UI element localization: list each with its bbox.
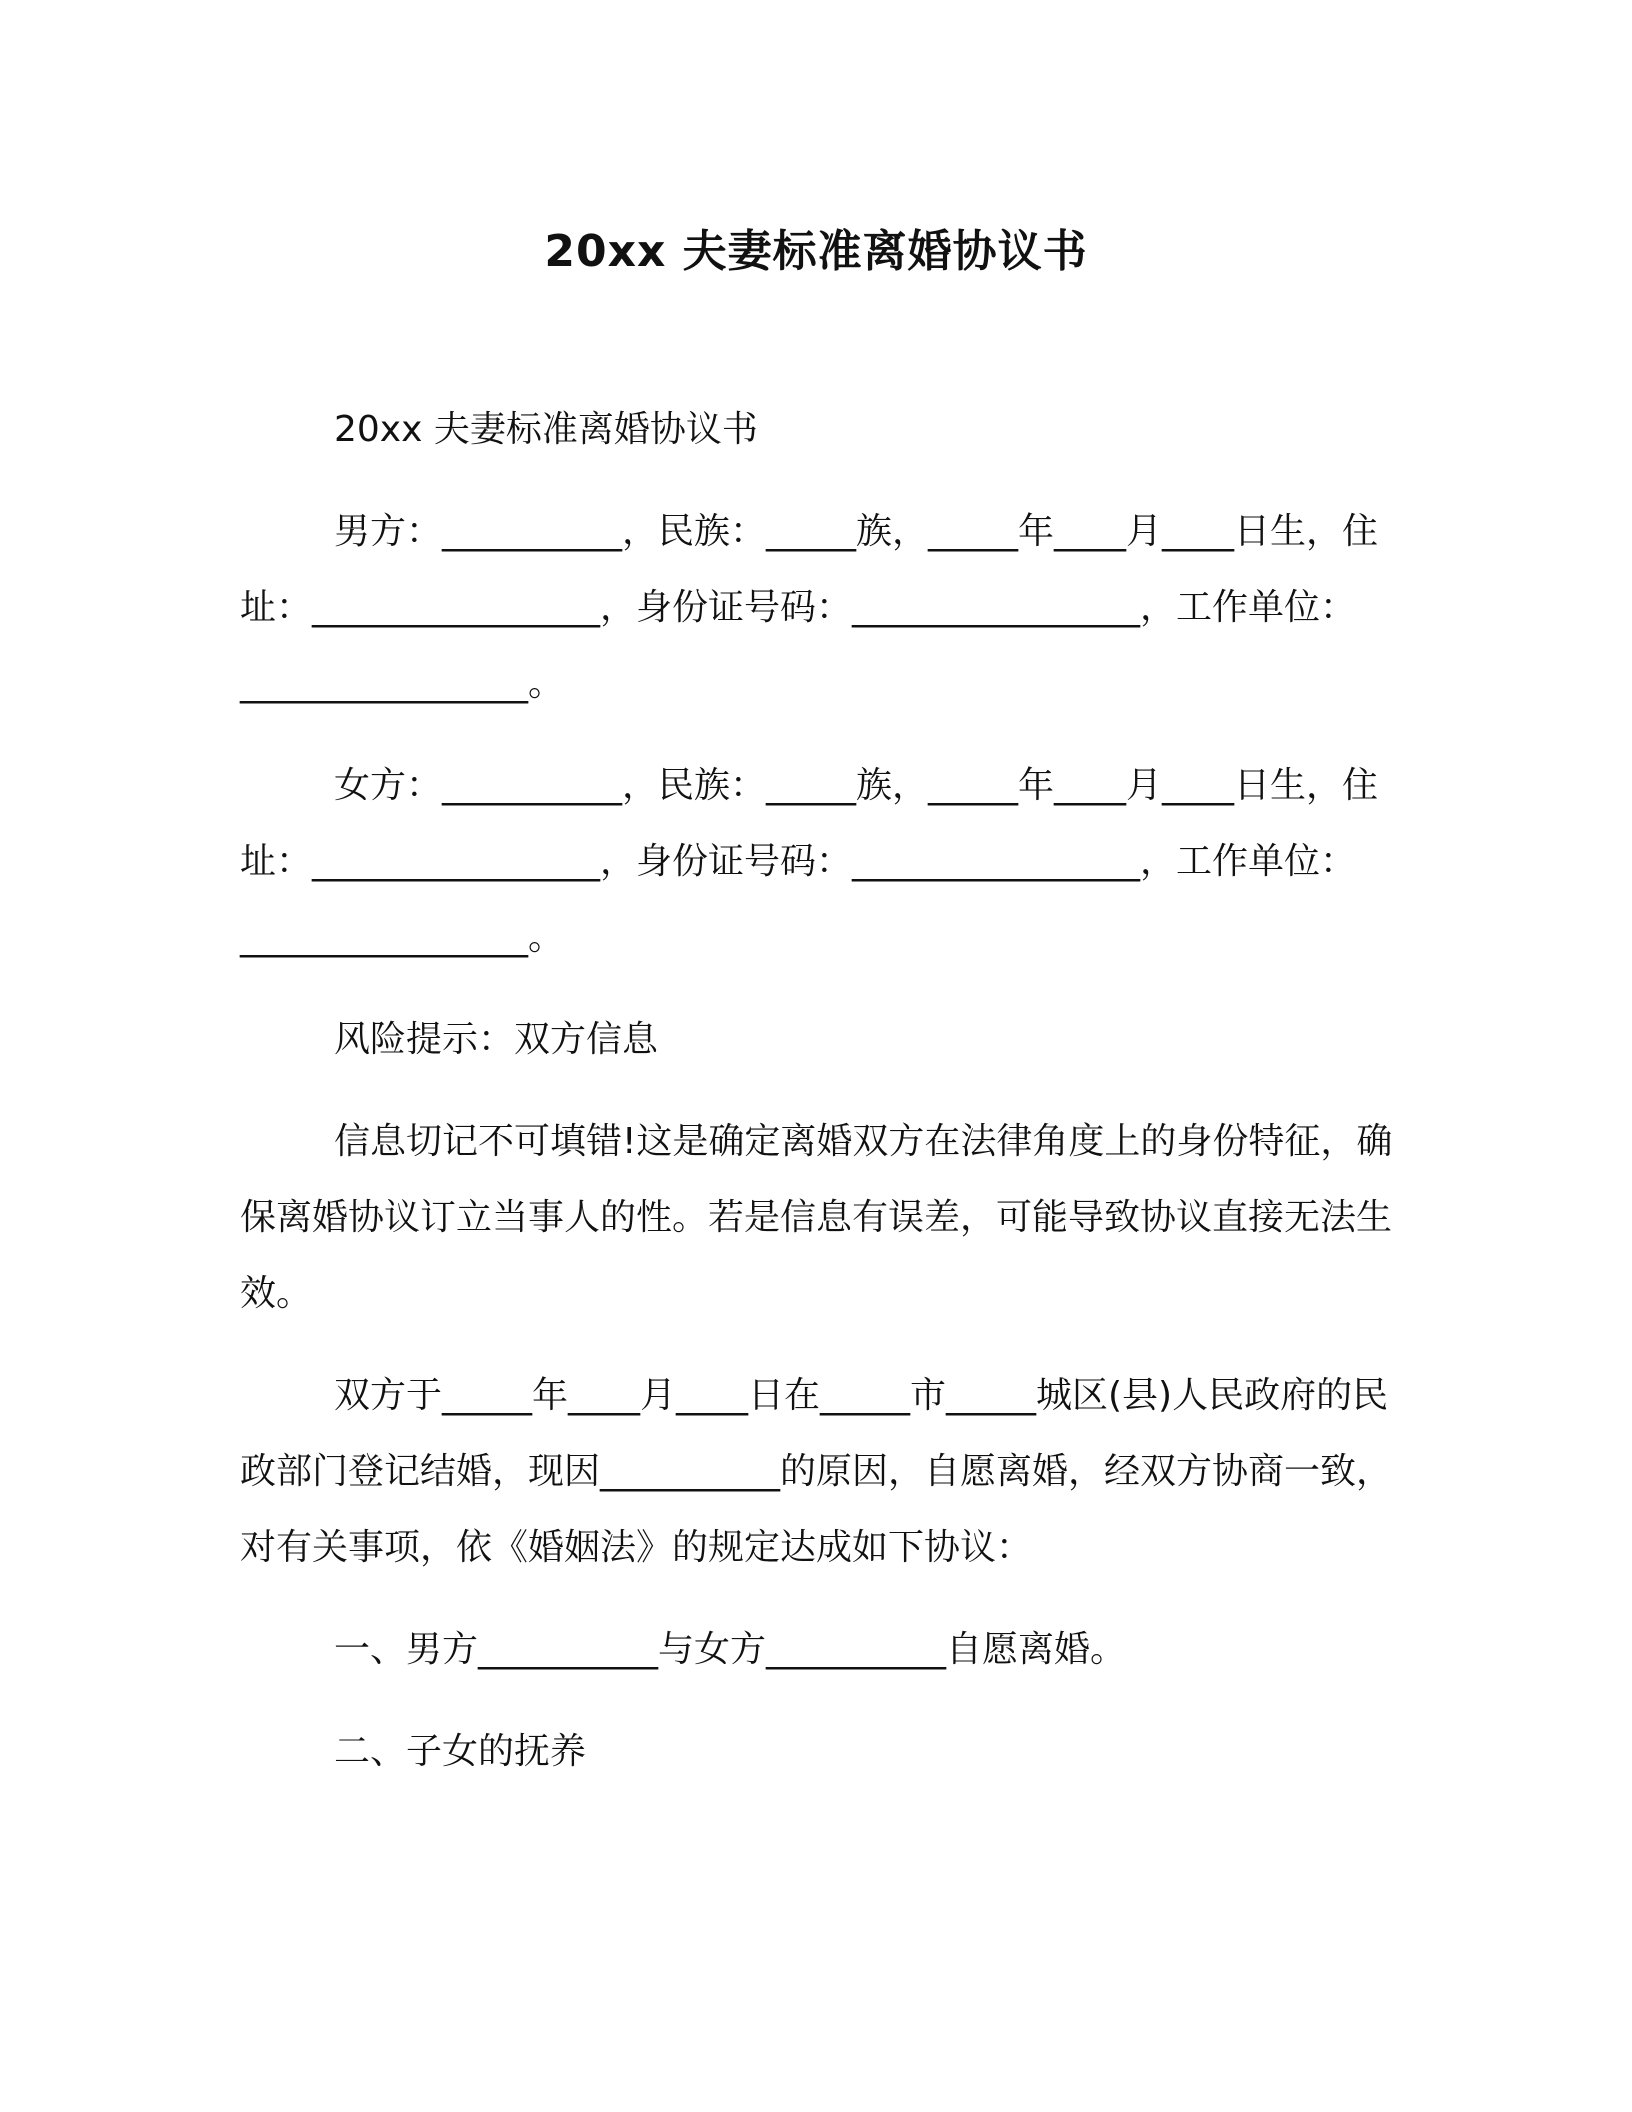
- document-subtitle: 20xx 夫妻标准离婚协议书: [334, 409, 758, 450]
- document-title: 20xx 夫妻标准离婚协议书: [544, 226, 1088, 277]
- marriage-registration-text: 双方于_____年____月____日在_____市_____城区(县)人民政府的民政部门登记结婚，现因__________的原因，自愿离婚，经双方协商一致，对有关事项，依《婚姻法》的规定达成如下协议：: [240, 1375, 1393, 1568]
- female-party-info: 女方：__________，民族：_____族，_____年____月____日生，住址：________________，身份证号码：________________，工作单位：________________。: [240, 765, 1379, 958]
- male-party-info: 男方：__________，民族：_____族，_____年____月____日生，住址：________________，身份证号码：________________，工作单位：________________。: [240, 511, 1379, 704]
- clause-one: 一、男方__________与女方__________自愿离婚。: [334, 1629, 1127, 1670]
- risk-notice-text: 信息切记不可填错!这是确定离婚双方在法律角度上的身份特征，确保离婚协议订立当事人的性。若是信息有误差，可能导致协议直接无法生效。: [240, 1121, 1393, 1314]
- risk-notice-heading: 风险提示：双方信息: [334, 1019, 659, 1060]
- clause-two-heading: 二、子女的抚养: [334, 1731, 587, 1772]
- document-body: [240, 392, 1410, 1816]
